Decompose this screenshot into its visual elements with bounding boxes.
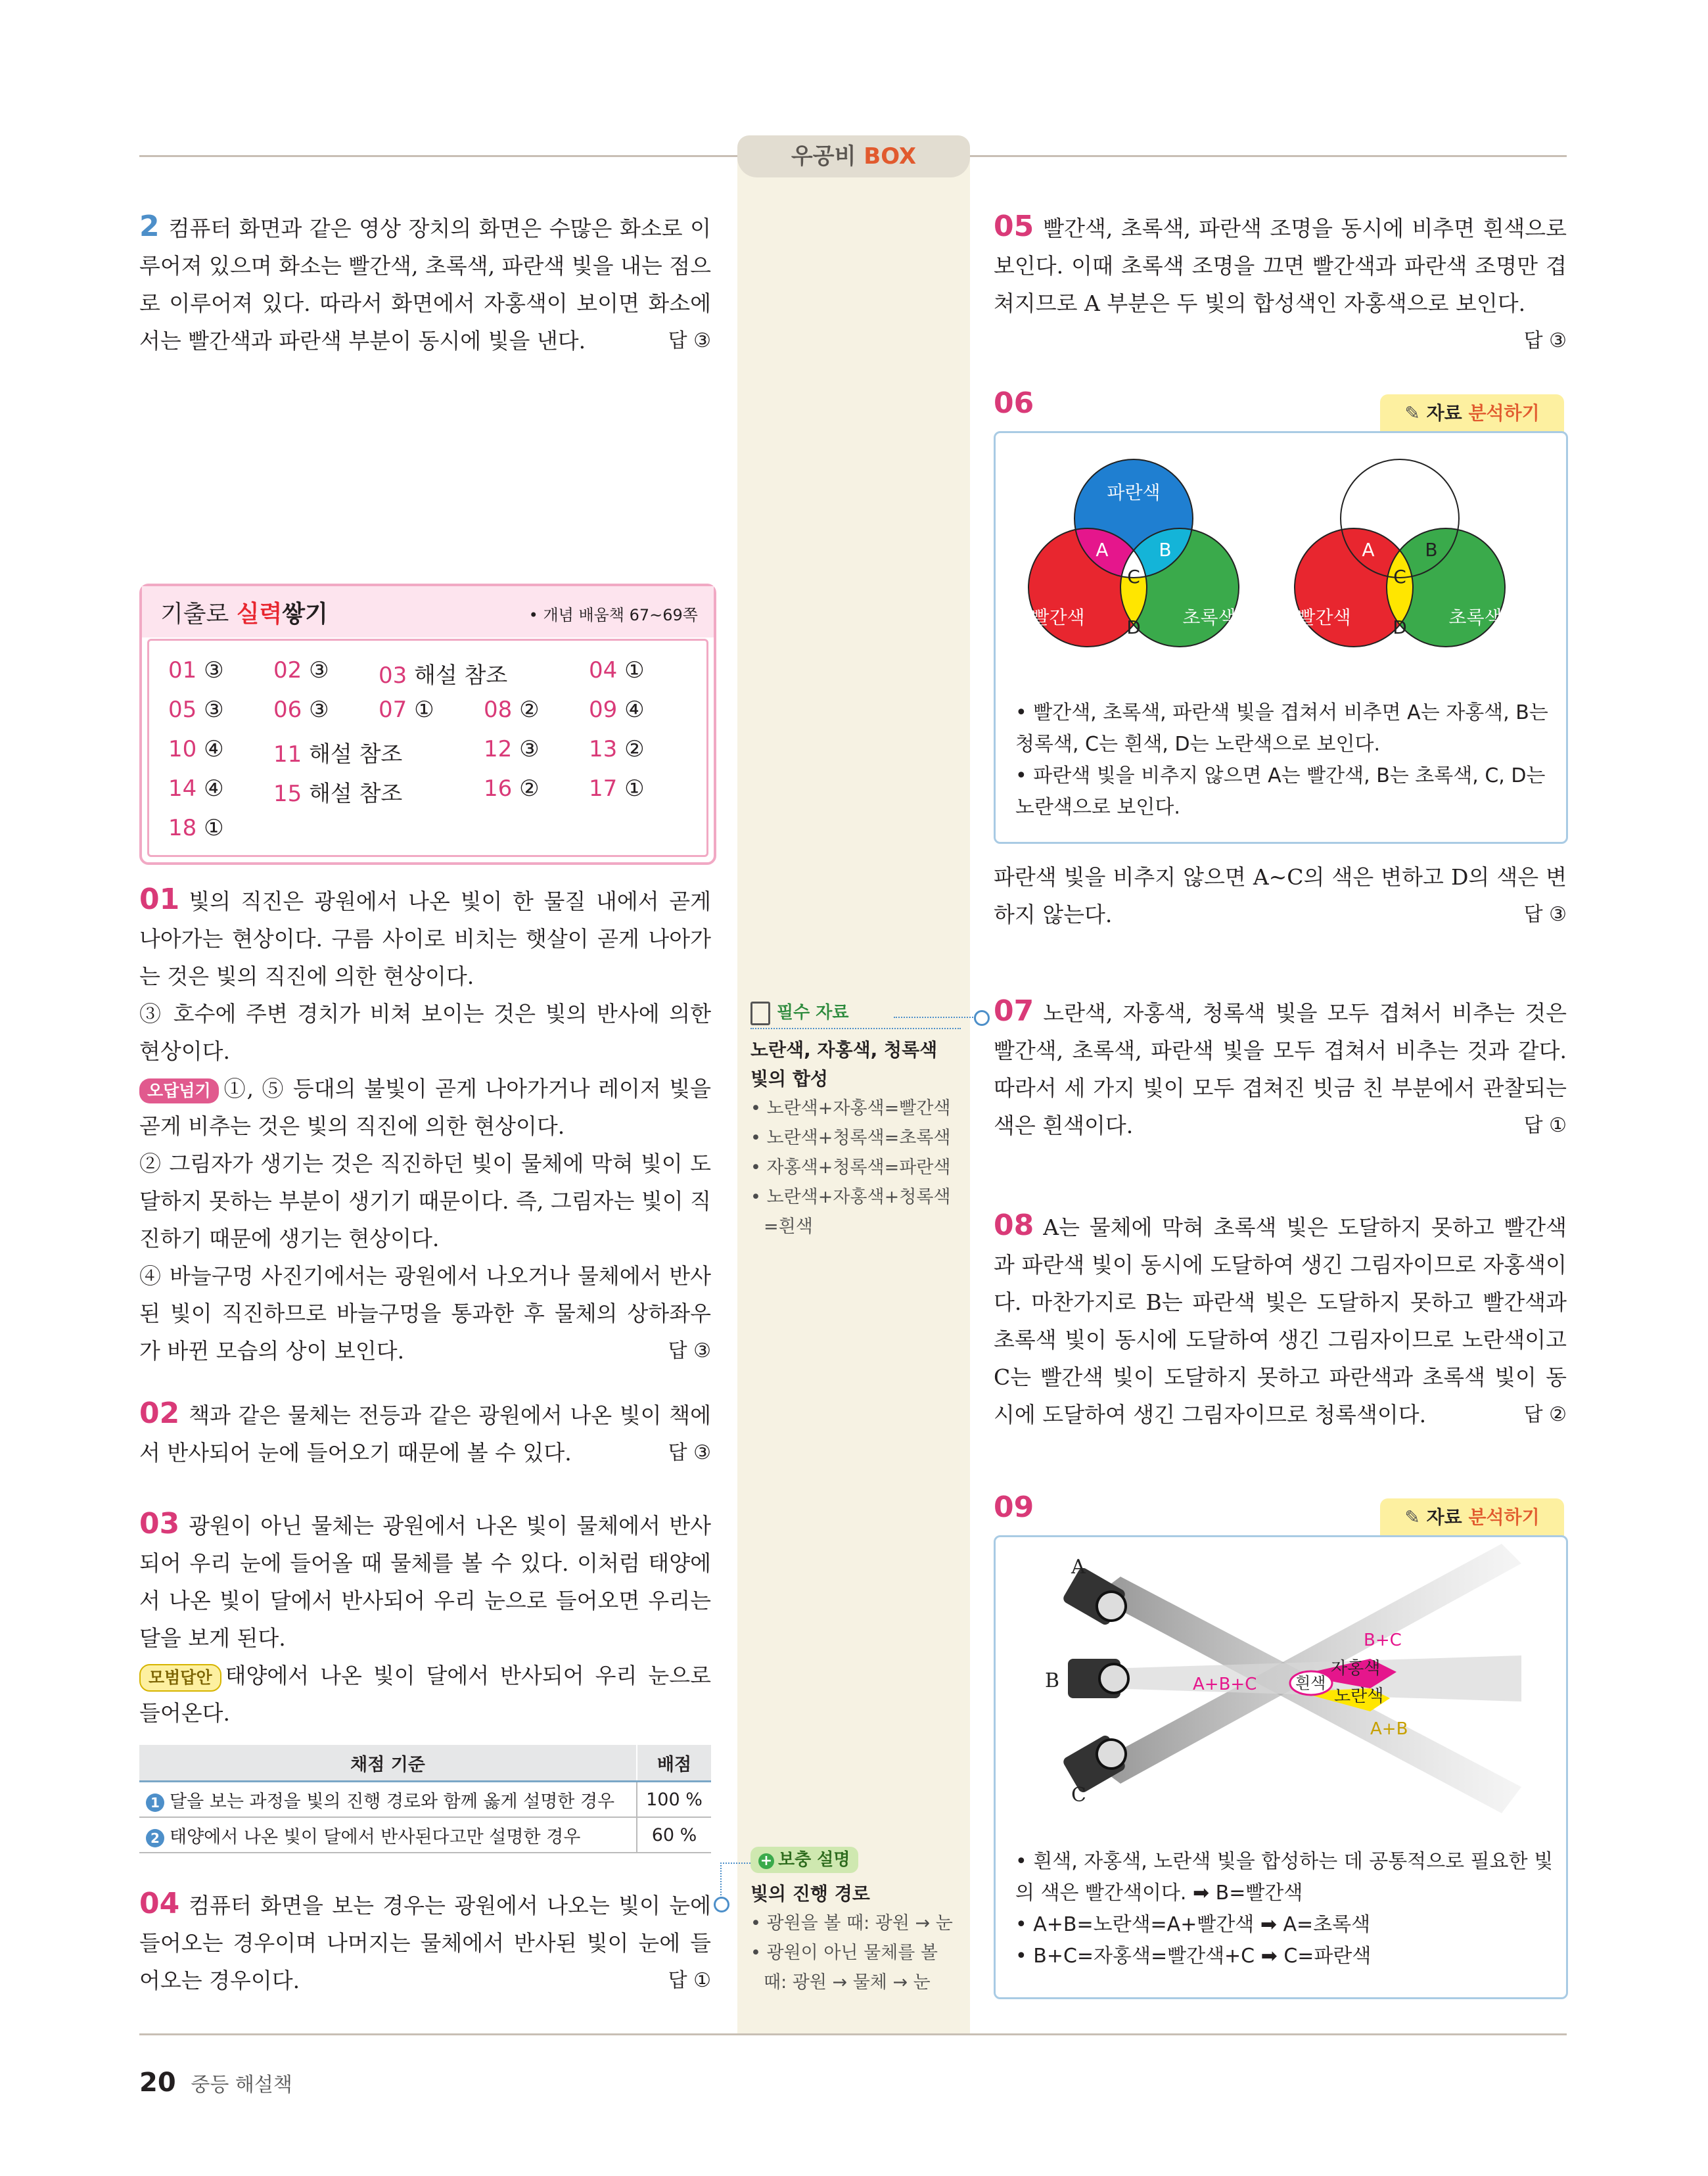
q07-paragraph [994, 992, 1567, 1144]
label-b: B [1425, 539, 1438, 561]
side-note-title: 노란색, 자홍색, 청록색 빛의 합성 [750, 1038, 938, 1090]
label-a: A [1362, 539, 1375, 561]
answer-grid-item [168, 657, 224, 683]
answer-grid-item [589, 657, 645, 683]
item-number: 06 [273, 697, 302, 723]
item-answer: ① [204, 815, 224, 841]
item-number: 18 [168, 815, 197, 841]
answer-grid-item [589, 736, 645, 762]
q03-block [139, 1505, 711, 1853]
item-answer: ③ [309, 697, 329, 723]
item-answer: ③ [204, 657, 224, 683]
item-answer: ③ [204, 697, 224, 723]
item-number: 02 [273, 657, 302, 683]
label-white: 흰색 [1295, 1674, 1326, 1692]
answer-grid-item [168, 775, 224, 802]
paragraph-text: 빛의 직진은 광원에서 나온 빛이 한 물질 내에서 곧게 나아가는 현상이다. 구름 사이로 비치는 햇살이 곧게 나아가는 것은 빛의 직진에 의한 현상이다. [139, 889, 711, 989]
q02-paragraph [139, 1395, 711, 1471]
answer-grid-item [379, 697, 434, 723]
pencil-icon: ✎ [1404, 1506, 1420, 1528]
wrong-answer-badge: 오답넘기 [139, 1078, 219, 1103]
tag-label: 자료 [1426, 402, 1462, 424]
paragraph-text: ④ 바늘구멍 사진기에서는 광원에서 나오거나 물체에서 반사된 빛이 직진하므로 바늘구멍을 통과한 후 물체의 상하좌우가 바뀐 모습의 상이 보인다. [139, 1263, 711, 1364]
question-number: 07 [994, 994, 1034, 1028]
q09-figure-box [994, 1535, 1568, 1999]
table-header: 채점 기준 [139, 1745, 637, 1782]
side-note-item: 때: 광원 → 물체 → 눈 [764, 1972, 931, 1993]
item-answer: ③ [519, 736, 540, 762]
paragraph-text: A는 물체에 막혀 초록색 빛은 도달하지 못하고 빨간색과 파란색 빛이 동시에 도달하여 생긴 그림자이므로 자홍색이다. 마찬가지로 B는 파란색 빛은 도달하지 못하고 빨간색과 초록색 빛이 동시에 도달하여 생긴 그림자이므로 노란색이고 C는 빨간색 빛이 도달하지 못하고 파란색과 초록색 빛이 동시에 도달하여 생긴 그림자이므로 청록색이다. [994, 1215, 1567, 1427]
table-row [139, 1817, 711, 1853]
connector-circle-icon [714, 1897, 729, 1912]
answer-text: 컴퓨터 화면과 같은 영상 장치의 화면은 수많은 화소로 이루어져 있으며 화소는 빨간색, 초록색, 파란색 빛을 내는 점으로 이루어져 있다. 따라서 화면에서 자홍색이 보이면 화소에서는 빨간색과 파란색 부분이 동시에 빛을 낸다. [139, 216, 711, 354]
item-number: 08 [484, 697, 513, 723]
item-number: 13 [589, 736, 618, 762]
answer-grid-item [379, 657, 507, 689]
pencil-icon: ✎ [1404, 402, 1420, 424]
q02-block [139, 1395, 711, 1471]
item-answer: ② [519, 697, 540, 723]
item-answer: 해설 참조 [414, 662, 508, 689]
answer-mark: 답 ③ [1523, 903, 1567, 926]
top-rule-right [970, 155, 1567, 157]
data-analysis-tag [1380, 1498, 1564, 1537]
label-yellow: 노란색 [1334, 1686, 1384, 1706]
side-note-item: • 노란색+자홍색+청록색 [750, 1186, 951, 1207]
footer [139, 2068, 292, 2098]
answer-grid-item [589, 775, 645, 802]
item-number: 12 [484, 736, 513, 762]
venn-diagrams [996, 433, 1566, 696]
question-number: 06 [994, 386, 1034, 420]
criteria-text: 태양에서 나온 빛이 달에서 반사된다고만 설명한 경우 [170, 1826, 581, 1847]
item-answer: ② [624, 736, 645, 762]
item-number: 14 [168, 775, 197, 802]
answer-mark: 답 ③ [668, 1441, 711, 1464]
question-number: 03 [139, 1507, 180, 1540]
model-answer-badge: 모범답안 [139, 1664, 221, 1692]
label-a: A [1096, 539, 1109, 561]
note-item: • 빨간색, 초록색, 파란색 빛을 겹쳐서 비추면 A는 자홍색, B는 [1015, 701, 1548, 724]
criteria-cell [139, 1782, 637, 1818]
label-magenta: 자홍색 [1331, 1659, 1381, 1678]
connector-circle-icon [974, 1010, 990, 1026]
practice-title [160, 595, 328, 629]
score-cell: 60 % [637, 1817, 711, 1853]
label-green: 초록색 [1182, 607, 1236, 628]
paragraph-text: 노란색, 자홍색, 청록색 빛을 모두 겹쳐서 비추는 것은 빨간색, 초록색, 파란색 빛을 모두 겹쳐서 비추는 것과 같다. 따라서 세 가지 빛이 모두 겹쳐진 빗금 친 부분에서 관찰되는 색은 흰색이다. [994, 1000, 1567, 1138]
paragraph-text: 태양에서 나온 빛이 달에서 반사되어 우리 눈으로 들어온다. [139, 1663, 711, 1726]
tag-label: 분석하기 [1468, 1506, 1540, 1528]
q08-paragraph [994, 1207, 1567, 1433]
q05-block [994, 208, 1567, 359]
clipboard-icon [750, 1002, 770, 1025]
score-cell: 100 % [637, 1782, 711, 1818]
label-abc: A+B+C [1193, 1675, 1257, 1694]
item-answer: ④ [204, 736, 224, 762]
side-note-item: =흰색 [764, 1216, 813, 1237]
note-item: 청록색, C는 흰색, D는 노란색으로 보인다. [1015, 733, 1381, 756]
answer-mark: 답 ③ [668, 1339, 711, 1362]
answer-mark: 답 ③ [668, 329, 711, 352]
item-answer: ② [519, 775, 540, 802]
question-number: 02 [139, 1397, 180, 1430]
q01-p3 [139, 1070, 711, 1145]
paragraph-text: 컴퓨터 화면을 보는 경우는 광원에서 나오는 빛이 눈에 들어오는 경우이며 나머지는 물체에서 반사된 빛이 눈에 들어오는 경우이다. [139, 1893, 711, 1993]
q06-figure-box [994, 431, 1568, 844]
projector-b-icon [1068, 1659, 1128, 1698]
item-number: 17 [589, 775, 618, 802]
tag-label: 필수 자료 [777, 1003, 849, 1023]
q04-block [139, 1885, 711, 1999]
answer-grid-item [168, 736, 224, 762]
question-number: 08 [994, 1209, 1034, 1242]
question-number: 04 [139, 1887, 180, 1920]
side-note-item: • 광원이 아닌 물체를 볼 [750, 1943, 938, 1963]
answer-mark: 답 ③ [1523, 329, 1567, 352]
side-note-tag [750, 1847, 858, 1873]
q04-paragraph [139, 1885, 711, 1999]
note-item: 노란색으로 보인다. [1015, 796, 1180, 819]
answer-mark: 답 ① [1523, 1114, 1567, 1137]
item-number: 05 [168, 697, 197, 723]
criteria-text: 달을 보는 과정을 빛의 진행 경로와 함께 옳게 설명한 경우 [170, 1791, 615, 1812]
answer-grid-item [273, 775, 402, 808]
box-word: BOX [864, 143, 917, 170]
note-item: • B+C=자홍색=빨간색+C ➡ C=파란색 [1015, 1945, 1372, 1968]
q08-block [994, 1207, 1567, 1433]
note-item: 의 색은 빨간색이다. ➡ B=빨간색 [1015, 1882, 1303, 1905]
q01-block [139, 881, 711, 1370]
bottom-rule [139, 2033, 1567, 2035]
criteria-cell [139, 1817, 637, 1853]
row-number: 2 [146, 1829, 164, 1847]
practice-header [142, 586, 714, 637]
item-number: 03 [379, 662, 407, 689]
paragraph-text: 광원이 아닌 물체는 광원에서 나온 빛이 물체에서 반사되어 우리 눈에 들어올 때 물체를 볼 수 있다. 이처럼 태양에서 나온 빛이 달에서 반사되어 우리 눈으로 들어오면 우리는 달을 보게 된다. [139, 1513, 711, 1651]
item-answer: 해설 참조 [309, 741, 403, 768]
label-green: 초록색 [1448, 607, 1502, 628]
title-part: 쌓기 [282, 601, 328, 628]
q06-paragraph [994, 858, 1567, 933]
label-b: B [1159, 539, 1172, 561]
item-number: 16 [484, 775, 513, 802]
answer-grid-item [273, 736, 402, 768]
side-note-item: • 노란색+청록색=초록색 [750, 1127, 951, 1148]
q01-p4: ② 그림자가 생기는 것은 직진하던 빛이 물체에 막혀 빛이 도달하지 못하는 부분이 생기기 때문이다. 즉, 그림자는 빛이 직진하기 때문에 생기는 현상이다. [139, 1151, 711, 1251]
q09-notes [1015, 1846, 1554, 1972]
side-note-title: 빛의 진행 경로 [750, 1883, 870, 1905]
question-number: 01 [139, 883, 180, 916]
practice-ref: • 개념 배움책 67~69쪽 [528, 606, 698, 624]
answer-grid-item [484, 736, 540, 762]
q01-p2: ③ 호수에 주변 경치가 비쳐 보이는 것은 빛의 반사에 의한 현상이다. [139, 1001, 711, 1064]
question-number: 2 [139, 210, 160, 243]
q06-explain [994, 858, 1567, 933]
answer-grid-item [168, 697, 224, 723]
answer-grid-item [484, 697, 540, 723]
label-c: C [1071, 1784, 1086, 1807]
answer-grid-item [273, 657, 329, 683]
item-answer: ③ [309, 657, 329, 683]
table-header: 배점 [637, 1745, 711, 1782]
note-item: • 흰색, 자홍색, 노란색 빛을 합성하는 데 공통적으로 필요한 빛 [1015, 1850, 1554, 1873]
tag-label: 보충 설명 [778, 1850, 850, 1870]
item-answer: ① [624, 657, 645, 683]
q01-p1 [139, 881, 711, 995]
label-c: C [1393, 566, 1406, 588]
box-prefix: 우공비 [791, 143, 856, 170]
tag-label: 분석하기 [1468, 402, 1540, 424]
answer-grid-item [168, 815, 224, 841]
spotlight-diagram [996, 1537, 1566, 1826]
answer-grid-item [484, 775, 540, 802]
note-item: • A+B=노란색=A+빨간색 ➡ A=초록색 [1015, 1913, 1371, 1936]
label-d: D [1126, 616, 1141, 638]
answer-paragraph [139, 208, 711, 359]
title-part: 기출로 [160, 601, 229, 628]
box-header-tab [737, 135, 970, 177]
q05-paragraph [994, 208, 1567, 352]
answer-mark: 답 ① [668, 1969, 711, 1992]
q01-p5 [139, 1257, 711, 1370]
label-red: 빨간색 [1297, 607, 1351, 628]
row-number: 1 [146, 1794, 164, 1812]
item-answer: ④ [624, 697, 645, 723]
side-note-extra [750, 1847, 961, 1997]
score-table [139, 1745, 711, 1853]
side-note-required [750, 999, 961, 1241]
side-note-tag [750, 999, 961, 1029]
answer-mark: 답 ② [1523, 1403, 1567, 1426]
item-number: 04 [589, 657, 618, 683]
item-number: 01 [168, 657, 197, 683]
paragraph-text: 파란색 빛을 비추지 않으면 A~C의 색은 변하고 D의 색은 변하지 않는다. [994, 864, 1567, 927]
plus-icon: + [758, 1853, 774, 1869]
answer-grid-item [273, 697, 329, 723]
note-item: • 파란색 빛을 비추지 않으면 A는 빨간색, B는 초록색, C, D는 [1015, 764, 1546, 787]
label-b: B [1045, 1669, 1060, 1692]
page-number: 20 [139, 2068, 176, 2098]
left-top-answer [139, 208, 711, 359]
label-c: C [1127, 566, 1140, 588]
table-row [139, 1782, 711, 1818]
practice-box [139, 584, 716, 865]
data-analysis-tag [1380, 394, 1564, 432]
tag-label: 자료 [1426, 1506, 1462, 1528]
answer-grid-item [589, 697, 645, 723]
title-part: 실력 [236, 601, 283, 628]
side-note-item: • 노란색+자홍색=빨간색 [750, 1098, 951, 1119]
q06-notes [1015, 697, 1554, 823]
side-note-item: • 자홍색+청록색=파란색 [750, 1157, 951, 1178]
item-number: 15 [273, 781, 302, 807]
label-red: 빨간색 [1031, 607, 1085, 628]
q07-block [994, 992, 1567, 1144]
side-note-item: • 광원을 볼 때: 광원 → 눈 [750, 1913, 953, 1933]
question-number: 09 [994, 1491, 1034, 1524]
item-answer: ① [624, 775, 645, 802]
q03-model [139, 1657, 711, 1732]
label-ab: A+B [1370, 1719, 1408, 1739]
paragraph-text: 빨간색, 초록색, 파란색 조명을 동시에 비추면 흰색으로 보인다. 이때 초록색 조명을 끄면 빨간색과 파란색 조명만 겹쳐지므로 A 부분은 두 빛의 합성색인 자홍색으로 보인다. [994, 216, 1567, 316]
item-answer: ① [414, 697, 434, 723]
score-table-header [139, 1745, 711, 1782]
label-a: A [1071, 1556, 1086, 1579]
item-number: 10 [168, 736, 197, 762]
paragraph-text: ①, ⑤ 등대의 불빛이 곧게 나아가거나 레이저 빛을 곧게 비추는 것은 빛의 직진에 의한 현상이다. [139, 1076, 711, 1139]
q03-paragraph [139, 1505, 711, 1657]
question-number: 05 [994, 210, 1034, 243]
item-answer: 해설 참조 [309, 781, 403, 807]
item-number: 11 [273, 741, 302, 768]
item-answer: ④ [204, 775, 224, 802]
connector-dots-1 [894, 1017, 981, 1018]
label-blue: 파란색 [1107, 482, 1161, 503]
item-number: 09 [589, 697, 618, 723]
label-d: D [1393, 616, 1407, 638]
item-number: 07 [379, 697, 407, 723]
paragraph-text: 책과 같은 물체는 전등과 같은 광원에서 나온 빛이 책에서 반사되어 눈에 들어오기 때문에 볼 수 있다. [139, 1402, 711, 1466]
book-name: 중등 해설책 [191, 2073, 292, 2096]
label-bc: B+C [1364, 1631, 1402, 1650]
